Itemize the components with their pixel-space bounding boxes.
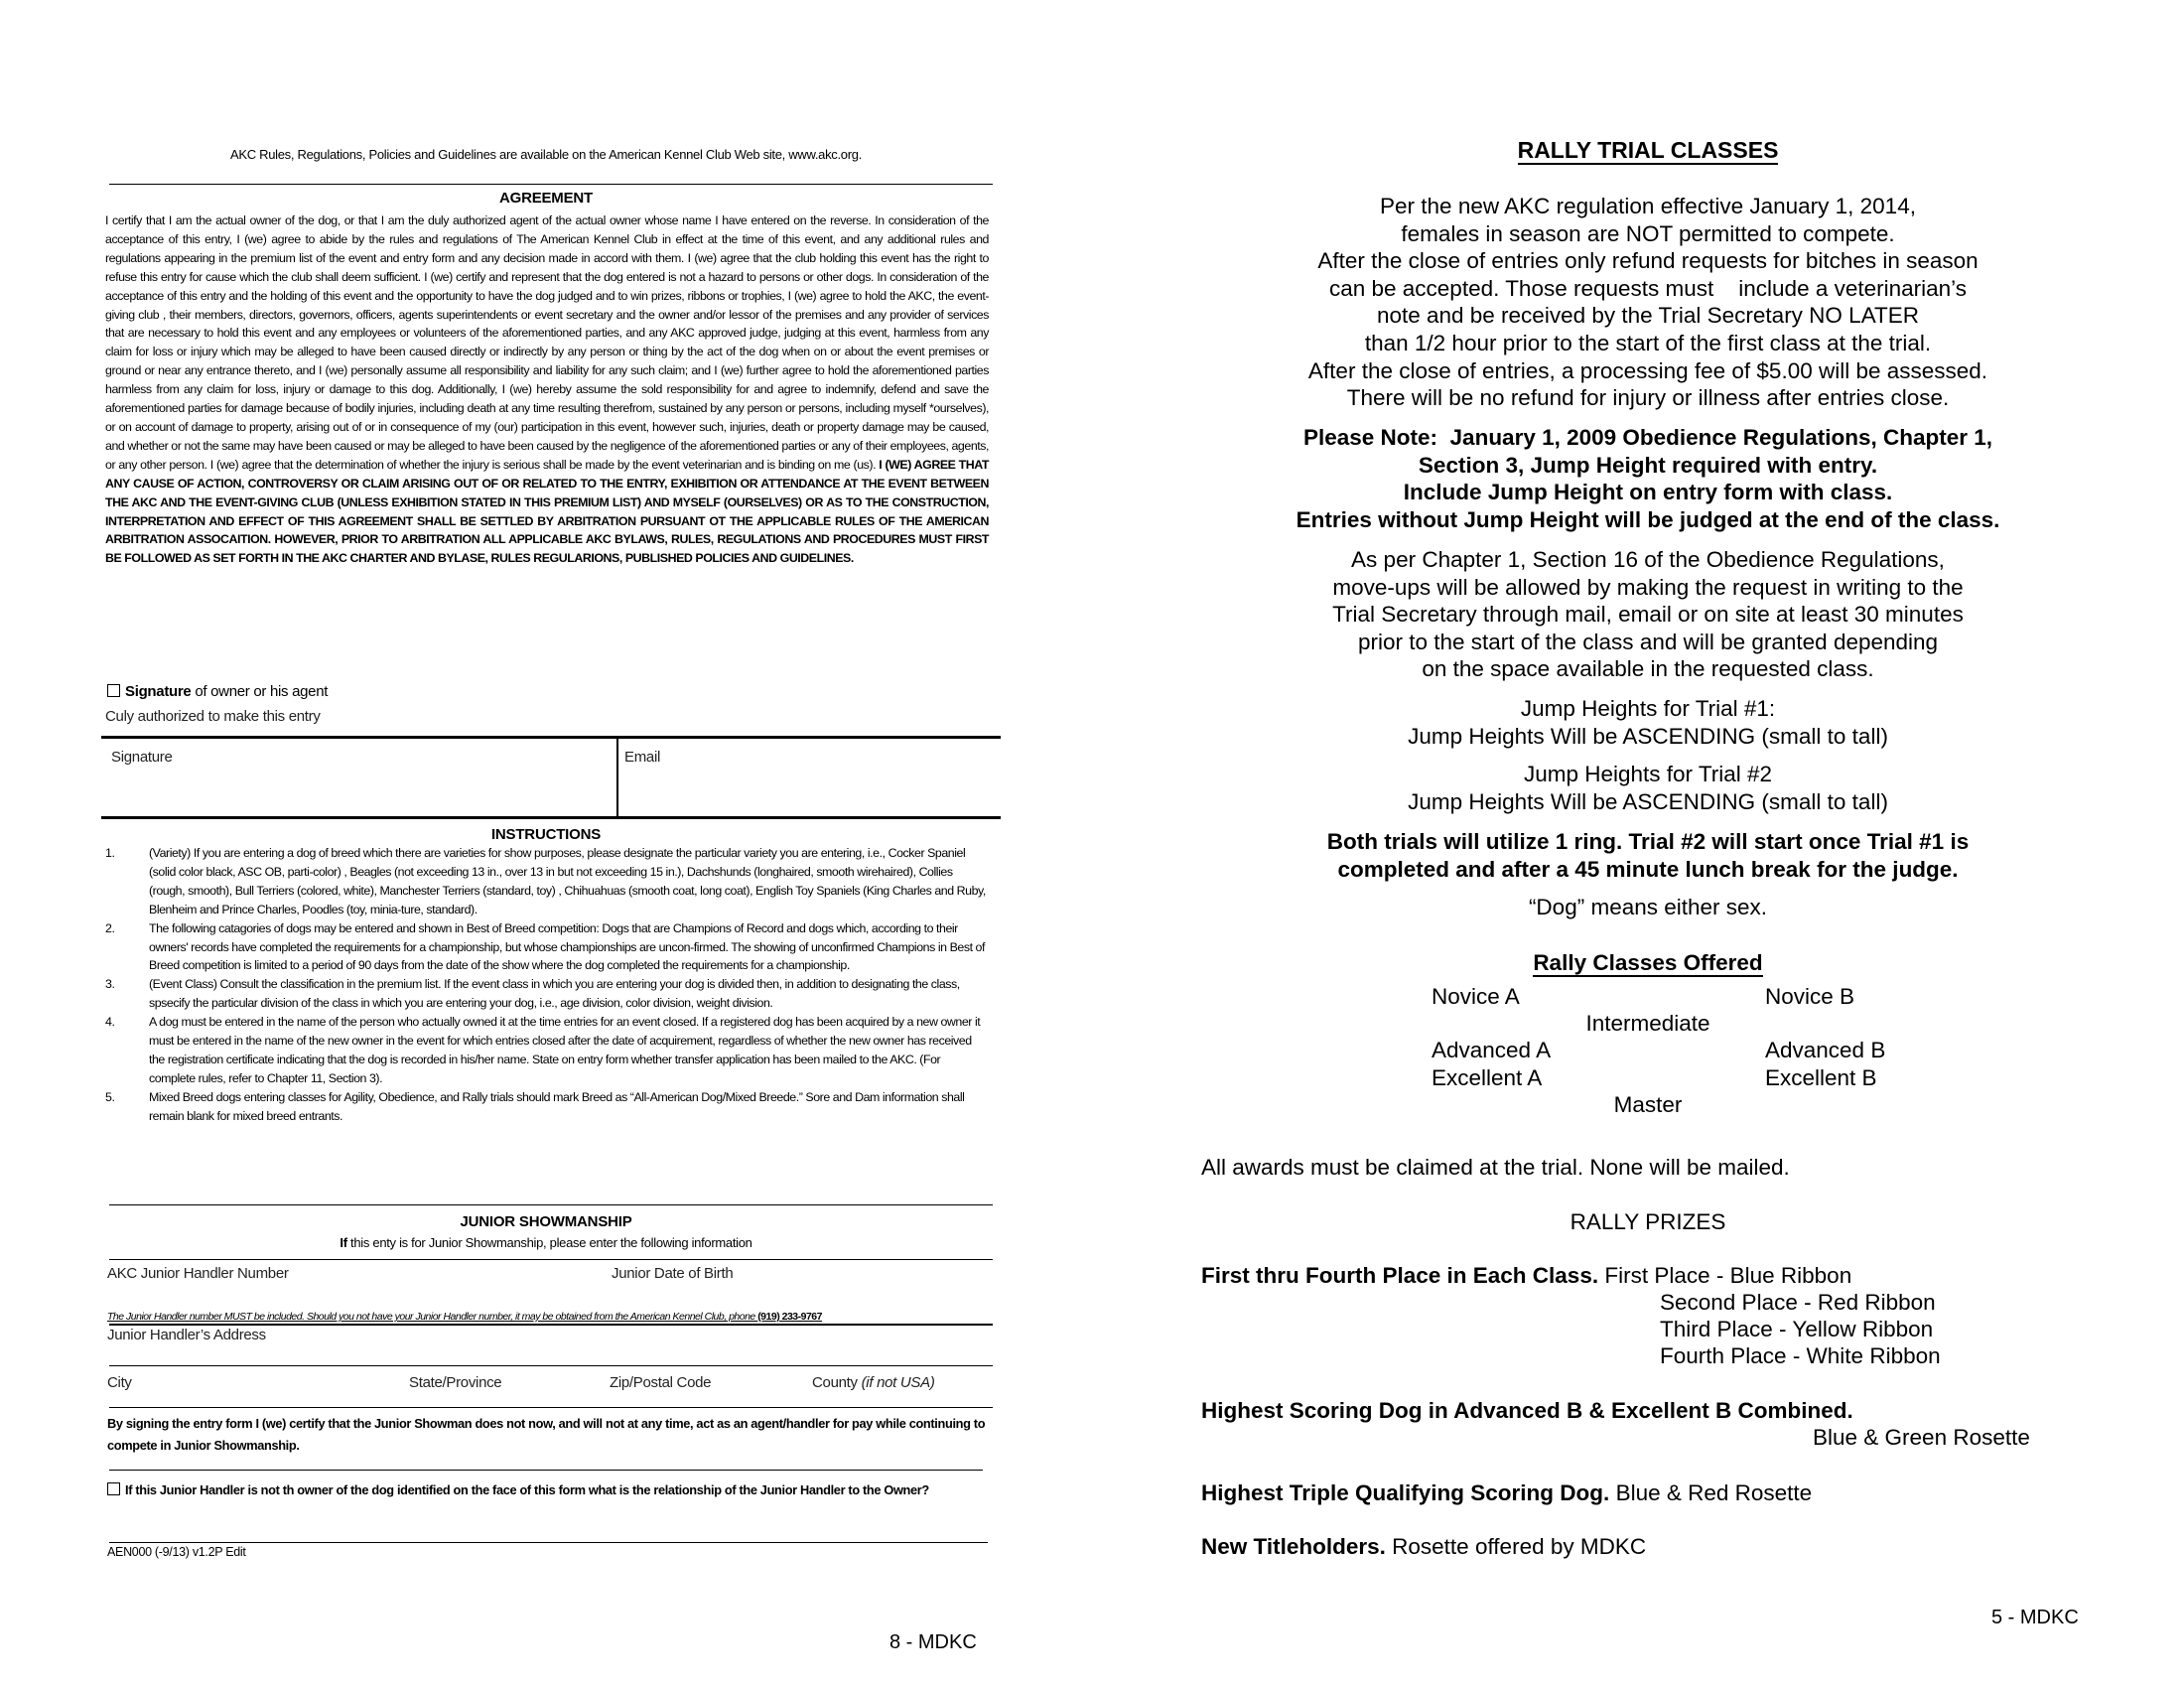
left-page — [99, 0, 993, 1688]
divider — [109, 1259, 993, 1260]
hsd-prize: Blue & Green Rosette — [1813, 1425, 2030, 1450]
email-field[interactable]: Email — [624, 749, 661, 766]
instruction-number: 5. — [105, 1089, 115, 1104]
rally-classes-offered-heading — [1201, 949, 2095, 977]
placements-label: First thru Fourth Place in Each Class. — [1201, 1263, 1599, 1288]
class-advanced-a: Advanced A — [1432, 1038, 1552, 1062]
trial1-jump-heights — [1201, 695, 2095, 750]
paragraph-line: Jump Heights Will be ASCENDING (small to tall) — [1408, 723, 1888, 749]
dog-sex-note: “Dog” means either sex. — [1528, 895, 1768, 919]
paragraph-line: on the space available in the requested class. — [1422, 656, 1874, 682]
instruction-number: 1. — [105, 846, 115, 860]
paragraph-line: Section 3, Jump Height required with entry. — [1418, 452, 1878, 478]
class-master: Master — [1613, 1092, 1683, 1117]
instruction-item — [99, 975, 993, 1013]
signature-email-box — [101, 736, 1001, 819]
placement-ribbon: Fourth Place - White Ribbon — [1660, 1343, 1941, 1368]
placement-ribbon: Second Place - Red Ribbon — [1660, 1290, 1936, 1315]
signature-field[interactable]: Signature — [111, 749, 173, 766]
agreement-text: I certify that I am the actual owner of the dog, or that I am the duly authorized agent of the actual owner whose name I have entered on the reverse. In consideration of the acceptance of this entry, I (we) agree to abide by the rules and regulations of The American Kennel Club in effect at the time of this event, and any additional rules and regulations appearing in the premium list of the event and entry form and any decision made in accord with them. I (we) agree that the club holding this event has the right to refuse this entry for cause which the club shall deem sufficient. I (we) certify and represent that the dog entered is not a hazard to persons or other dogs. In consideration of the acceptance of this entry and the holding of this event and the opportunity to have the dog judged and to win prizes, ribbons or trophies, I (we) agree to hold the AKC, the event-giving club , their members, directors, governors, officers, agents superintendents or event secretary and the owner and/or lessor of the premises and any provider of services that are necessary to hold this event and any employees or volunteers of the aforementioned parties, and any AKC approved judge, judging at this event, harmless from any claim for loss or injury which may be alleged to have been caused directly or indirectly by any person or thing by the act of the dog when on or about the event premises or ground or near any entrance thereto, and I (we) personally assume all responsibility and liability for any such claim; and I (we) further agree to hold the aforementioned parties harmless from any claim for loss, injury or damage to this dog. Additionally, I (we) hereby assume the sold responsibility for and agree to indemnify, defend and save the aforementioned parties for damage because of bodily injuries, including death at any time resulting therefrom, sustained by any person or persons, including myself *ourselves), or on account of damage to property, arising out of or in consequence of my (our) participation in this event, however such, injuries, death or property damage may be caused, and whether or not the same may have been caused or may be alleged to have been caused by the negligence of the aforementioned parties or any of their employees, agents, or any other person. I (we) agree that the determination of whether the injury is serious shall be made by the event veterinarian and is binding on me (us). — [105, 213, 989, 472]
signature-email-divider — [616, 739, 618, 816]
subtitle-text: this enty is for Junior Showmanship, please enter the following information — [346, 1235, 752, 1250]
awards-claim-note: All awards must be claimed at the trial. None will be mailed. — [1201, 1155, 1790, 1180]
class-advanced-b: Advanced B — [1765, 1038, 1886, 1062]
county-field[interactable] — [812, 1374, 935, 1391]
relationship-checkbox[interactable] — [107, 1482, 120, 1495]
trial2-jump-heights — [1201, 761, 2095, 815]
instruction-text: A dog must be entered in the name of the person who actually owned it at the time entries for an event closed. If a registered dog has been acquired by a new owner it must be entered in the name of the new owner in the event for which entries closed after the date of acquirement, regardless of whether the new owner has received the registration certificate indicating that the dog is recorded in his/her name. State on entry form whether transfer application has been mailed to the AKC. (For complete rules, refer to Chapter 11, Section 3). — [149, 1015, 981, 1085]
relationship-text: If this Junior Handler is not th owner of the dog identified on the face of this form what is the relationship of the Junior Handler to the Owner? — [125, 1482, 929, 1497]
paragraph-line: note and be received by the Trial Secretary NO LATER — [1376, 303, 1920, 329]
paragraph-line: Jump Heights for Trial #2 — [1523, 762, 1773, 786]
paragraph-line: completed and after a 45 minute lunch break for the judge. — [1337, 856, 1959, 882]
rally-prizes-heading — [1201, 1208, 2095, 1236]
akc-rules-note: AKC Rules, Regulations, Policies and Guidelines are available on the American Kennel Club Web site, www.akc.org. — [229, 147, 862, 162]
agreement-heading: AGREEMENT — [498, 190, 594, 207]
new-titleholders-prize: Rosette offered by MDKC — [1392, 1534, 1647, 1559]
signature-owner-text: of owner or his agent — [191, 683, 329, 700]
instruction-item — [99, 919, 993, 976]
akc-phone: (919) 233-9767 — [757, 1311, 822, 1323]
signature-owner-line — [107, 683, 328, 700]
note-text: The Junior Handler number MUST be included. Should you not have your Junior Handler number, it may be obtained from the American Kennel Club, phone — [107, 1311, 758, 1323]
season-paragraph — [1201, 193, 2095, 412]
city-field[interactable]: City — [107, 1374, 132, 1391]
paragraph-line: There will be no refund for injury or illness after entries close. — [1346, 385, 1950, 411]
instructions-heading: INSTRUCTIONS — [490, 826, 602, 843]
htq-label: Highest Triple Qualifying Scoring Dog. — [1201, 1480, 1610, 1505]
form-code: AEN000 (-9/13) v1.2P Edit — [107, 1545, 246, 1559]
paragraph-line: females in season are NOT permitted to compete. — [1401, 220, 1895, 246]
county-label: County — [812, 1374, 858, 1391]
please-note-paragraph — [1201, 424, 2095, 533]
instruction-item — [99, 1013, 993, 1088]
agreement-arbitration-clause: I (WE) AGREE THAT ANY CAUSE OF ACTION, CONTROVERSY OR CLAIM ARISING OUT OF OR RELATED TO THE ENTRY, EXHIBITION OR ATTENDANCE AT THE EVENT BETWEEN THE AKC AND THE EVENT-GIVING CLUB (UNLESS EXHIBITION STATED IN THIS PREMIUM LIST) AND MYSELF (OURSELVES) OR AS TO THE CONSTRUCTION, INTERPRETATION AND EFFECT OF THIS AGREEMENT SHALL BE SETTLED BY ARBITRATION PURSUANT OT THE APPLICABLE RULES OF THE AMERICAN ARBITRATION ASSOCAITION. HOWEVER, PRIOR TO ARBITRATION ALL APPLICABLE AKC BYLAWS, RULES, REGULATIONS AND PROCEDURES MUST FIRST BE FOLLOWED AS SET FORTH IN THE AKC CHARTER AND BYLASE, RULES REGULARIONS, PUBLISHED POLICIES AND GUIDELINES. — [105, 457, 989, 566]
rally-trial-classes-title — [1201, 137, 2095, 164]
divider — [109, 184, 993, 185]
state-province-field[interactable]: State/Province — [409, 1374, 502, 1391]
heading-text: RALLY PRIZES — [1570, 1209, 1726, 1234]
paragraph-line: Please Note: January 1, 2009 Obedience Regulations, Chapter 1, — [1302, 425, 1992, 450]
county-note: (if not USA) — [861, 1374, 935, 1391]
paragraph-line: prior to the start of the class and will be granted depending — [1357, 629, 1939, 654]
right-page — [1201, 0, 2095, 1688]
instruction-number: 2. — [105, 920, 115, 935]
paragraph-line: Trial Secretary through mail, email or on site at least 30 minutes — [1332, 602, 1964, 628]
divider — [109, 1324, 993, 1326]
instruction-text: (Variety) If you are entering a dog of breed which there are varieties for show purposes, please designate the particular variety you are entering, i.e., Cocker Spaniel (solid color black, ASC OB, parti-color) , Beagles (not exceeding 13 in., over 13 in but not exceeding 15 in.), Dachshunds (longhaired, smooth wirehaired), Collies (rough, smooth), Bull Terriers (colored, white), Manchester Terriers (standard, toy) , Chihuahuas (smooth coat, long coat), English Toy Spaniels (King Charles and Ruby, Blenheim and Prince Charles, Poodles (toy, minia-ture, standard). — [149, 846, 986, 916]
new-titleholders-label: New Titleholders. — [1201, 1534, 1386, 1559]
instruction-number: 3. — [105, 977, 115, 992]
junior-handler-number-field[interactable]: AKC Junior Handler Number — [107, 1265, 289, 1282]
paragraph-line: move-ups will be allowed by making the request in writing to the — [1332, 574, 1964, 600]
junior-showmanship-heading: JUNIOR SHOWMANSHIP — [460, 1213, 632, 1230]
paragraph-line: Entries without Jump Height will be judged at the end of the class. — [1296, 506, 2000, 532]
title-text: RALLY TRIAL CLASSES — [1517, 137, 1779, 163]
heading-text: Rally Classes Offered — [1533, 950, 1763, 975]
page-number-right: 5 - MDKC — [1991, 1607, 2079, 1628]
junior-relationship-question — [107, 1479, 991, 1501]
class-intermediate: Intermediate — [1585, 1011, 1710, 1036]
junior-address-field[interactable]: Junior Handler’s Address — [107, 1327, 266, 1343]
zip-postal-code-field[interactable]: Zip/Postal Code — [610, 1374, 712, 1391]
divider — [109, 1204, 993, 1205]
paragraph-line: than 1/2 hour prior to the start of the first class at the trial. — [1364, 330, 1932, 355]
divider — [109, 1470, 983, 1471]
ring-note — [1201, 828, 2095, 883]
class-novice-a: Novice A — [1432, 984, 1520, 1009]
instructions-list — [99, 844, 993, 1126]
instruction-text: (Event Class) Consult the classification in the premium list. If the event class in which you are entering your dog is divided then, in addition to designating the class, spsecify the particular division of the class in which you are entering your dog, i.e., age division, color division, weight division. — [149, 977, 960, 1011]
placement-ribbon: Third Place - Yellow Ribbon — [1660, 1317, 1934, 1341]
paragraph-line: Include Jump Height on entry form with class. — [1403, 480, 1893, 505]
instruction-number: 4. — [105, 1015, 115, 1030]
junior-certify-text: By signing the entry form I (we) certify that the Junior Showman does not now, and will not at any time, act as an agent/handler for pay while continuing to compete in Junior Showmanship. — [107, 1416, 986, 1453]
signature-checkbox[interactable] — [107, 684, 120, 697]
new-titleholders-line — [1201, 1533, 1646, 1561]
paragraph-line: Per the new AKC regulation effective January 1, 2014, — [1380, 194, 1916, 218]
placements-prize — [1201, 1262, 1851, 1290]
paragraph-line: Jump Heights Will be ASCENDING (small to tall) — [1408, 788, 1888, 814]
rally-classes-list — [1201, 983, 2095, 1122]
class-excellent-a: Excellent A — [1432, 1065, 1543, 1090]
class-excellent-b: Excellent B — [1765, 1065, 1877, 1090]
signature-bold-label: Signature — [125, 683, 192, 700]
junior-showmanship-subtitle — [99, 1235, 993, 1250]
divider — [109, 1542, 988, 1543]
instruction-text: Mixed Breed dogs entering classes for Agility, Obedience, and Rally trials should mark Breed as “All-American Dog/Mixed Breede.” Sore and Dam information shall remain blank for mixed breed entrants. — [149, 1089, 965, 1123]
hsd-label: Highest Scoring Dog in Advanced B & Excellent B Combined. — [1201, 1398, 1853, 1423]
instruction-item — [99, 844, 993, 919]
page-number-left: 8 - MDKC — [889, 1631, 977, 1653]
junior-handler-number-note — [107, 1311, 991, 1323]
instruction-item — [99, 1088, 993, 1126]
paragraph-line: After the close of entries, a processing fee of $5.00 will be assessed. — [1307, 357, 1988, 383]
paragraph-line: can be accepted. Those requests must include a veterinarian’s — [1328, 275, 1968, 301]
placement-ribbon: First Place - Blue Ribbon — [1604, 1263, 1852, 1288]
divider — [109, 1365, 993, 1366]
junior-dob-field[interactable]: Junior Date of Birth — [612, 1265, 734, 1282]
paragraph-line: After the close of entries only refund requests for bitches in season — [1317, 248, 1979, 274]
paragraph-line: Jump Heights for Trial #1: — [1520, 696, 1776, 721]
htq-prize-line — [1201, 1479, 1812, 1507]
class-novice-b: Novice B — [1765, 984, 1855, 1009]
instruction-text: The following catagories of dogs may be entered and shown in Best of Breed competition: Dogs that are Champions of Record and dogs which, according to their owners' records have completed the requirements for a championship, but whose championships are uncon-firmed. The showing of unconfirmed Champions in Best of Breed competition is limited to a period of 90 days from the date of the show where the dog completed the requirements for a championship. — [149, 920, 985, 973]
htq-prize: Blue & Red Rosette — [1615, 1480, 1813, 1505]
divider — [109, 1407, 993, 1408]
subtitle-bold: If — [340, 1235, 347, 1250]
paragraph-line: Both trials will utilize 1 ring. Trial #2 will start once Trial #1 is — [1326, 829, 1970, 854]
duly-authorized-text: Culy authorized to make this entry — [105, 708, 321, 725]
agreement-body — [105, 211, 989, 568]
moveups-paragraph — [1201, 546, 2095, 683]
paragraph-line: As per Chapter 1, Section 16 of the Obedience Regulations, — [1351, 547, 1945, 572]
